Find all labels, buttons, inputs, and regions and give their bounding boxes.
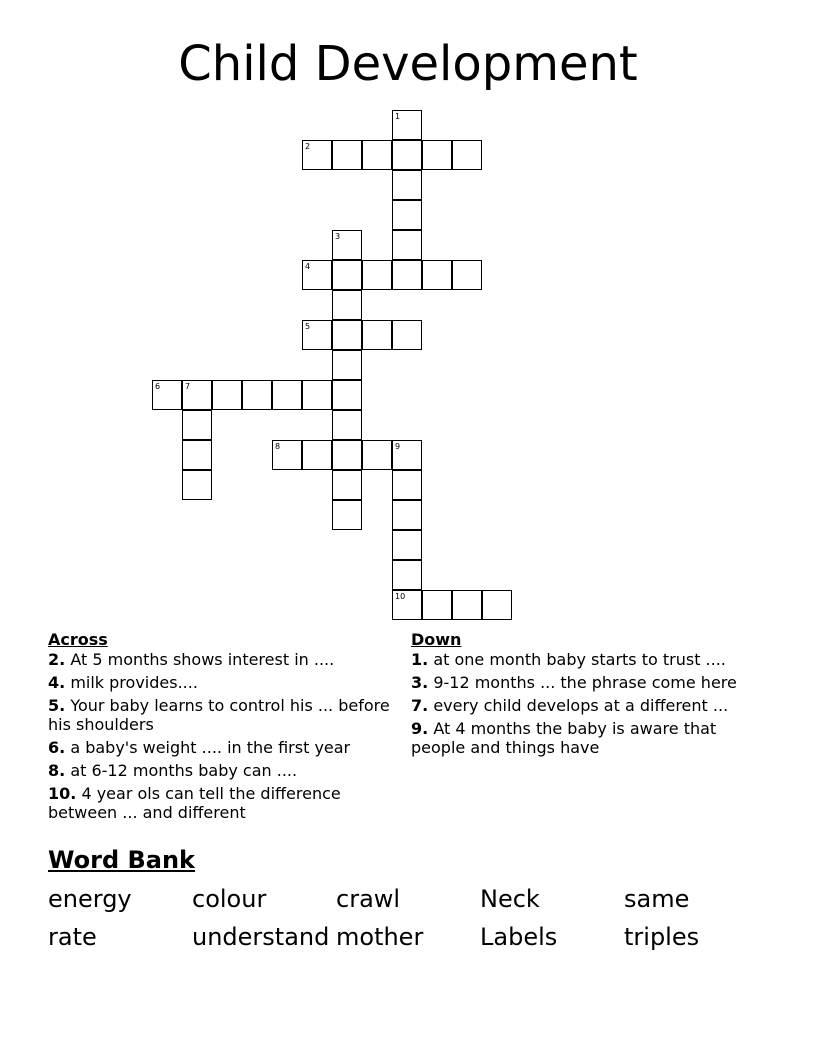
crossword-cell[interactable] (452, 260, 482, 290)
cell-number: 9 (395, 442, 401, 451)
crossword-cell[interactable] (392, 230, 422, 260)
crossword-cell[interactable] (362, 260, 392, 290)
crossword-cell[interactable] (452, 140, 482, 170)
cell-number: 4 (305, 262, 311, 271)
crossword-cell[interactable] (422, 140, 452, 170)
clue-number: 1. (411, 650, 429, 669)
clue-number: 2. (48, 650, 66, 669)
clue-number: 7. (411, 696, 429, 715)
crossword-cell[interactable] (422, 590, 452, 620)
crossword-cell[interactable] (332, 500, 362, 530)
crossword-cell[interactable] (302, 260, 332, 290)
word-bank-word: colour (192, 885, 267, 913)
crossword-cell[interactable] (332, 230, 362, 260)
word-bank-word: Neck (480, 885, 540, 913)
clue-across-2 (48, 650, 393, 669)
word-bank-word: rate (48, 923, 97, 951)
crossword-cell[interactable] (362, 440, 392, 470)
clue-across-10 (48, 784, 393, 822)
crossword-cell[interactable] (332, 260, 362, 290)
crossword-cell[interactable] (362, 140, 392, 170)
page-title: Child Development (178, 36, 638, 92)
crossword-cell[interactable] (272, 380, 302, 410)
crossword-cell[interactable] (392, 140, 422, 170)
crossword-cell[interactable] (332, 290, 362, 320)
clue-number: 9. (411, 719, 429, 738)
crossword-cell[interactable] (242, 380, 272, 410)
cell-number: 10 (395, 592, 406, 601)
crossword-cell[interactable] (392, 320, 422, 350)
crossword-cell[interactable] (152, 380, 182, 410)
crossword-cell[interactable] (392, 440, 422, 470)
word-bank-word: Labels (480, 923, 558, 951)
crossword-cell[interactable] (392, 260, 422, 290)
word-bank-word: mother (336, 923, 424, 951)
clue-number: 8. (48, 761, 66, 780)
clue-across-6 (48, 738, 393, 757)
crossword-cell[interactable] (182, 470, 212, 500)
clue-text: at 6-12 months baby can .... (70, 761, 298, 780)
across-heading: Across (48, 630, 108, 649)
crossword-cell[interactable] (272, 440, 302, 470)
clue-text: milk provides.... (70, 673, 198, 692)
clue-number: 10. (48, 784, 77, 803)
clue-text: 4 year ols can tell the difference between ... and different (48, 784, 341, 822)
clue-text: every child develops at a different ... (433, 696, 729, 715)
down-clues (411, 630, 756, 761)
crossword-cell[interactable] (392, 170, 422, 200)
crossword-cell[interactable] (182, 410, 212, 440)
across-clues (48, 630, 393, 826)
cell-number: 1 (395, 112, 401, 121)
word-bank (48, 844, 768, 956)
clue-text: At 4 months the baby is aware that people and things have (411, 719, 717, 757)
crossword-cell[interactable] (332, 350, 362, 380)
cell-number: 5 (305, 322, 311, 331)
clue-text: a baby's weight .... in the first year (70, 738, 351, 757)
word-bank-word: same (624, 885, 690, 913)
crossword-cell[interactable] (392, 110, 422, 140)
crossword-cell[interactable] (392, 200, 422, 230)
crossword-cell[interactable] (362, 320, 392, 350)
crossword-cell[interactable] (422, 260, 452, 290)
clue-across-8 (48, 761, 393, 780)
down-heading: Down (411, 630, 462, 649)
crossword-cell[interactable] (332, 380, 362, 410)
word-bank-list (48, 880, 768, 956)
clue-down-7 (411, 696, 756, 715)
clue-down-9 (411, 719, 756, 757)
word-bank-word: crawl (336, 885, 401, 913)
crossword-cell[interactable] (392, 560, 422, 590)
crossword-cell[interactable] (392, 530, 422, 560)
word-bank-word: energy (48, 885, 132, 913)
crossword-cell[interactable] (452, 590, 482, 620)
clue-down-1 (411, 650, 756, 669)
word-bank-word: triples (624, 923, 700, 951)
crossword-cell[interactable] (332, 440, 362, 470)
crossword-cell[interactable] (392, 590, 422, 620)
clue-text: Your baby learns to control his ... before his shoulders (48, 696, 390, 734)
crossword-cell[interactable] (302, 380, 332, 410)
crossword-cell[interactable] (392, 500, 422, 530)
crossword-cell[interactable] (392, 470, 422, 500)
clue-number: 6. (48, 738, 66, 757)
crossword-cell[interactable] (302, 320, 332, 350)
clue-number: 5. (48, 696, 66, 715)
cell-number: 6 (155, 382, 161, 391)
clue-number: 3. (411, 673, 429, 692)
crossword-cell[interactable] (212, 380, 242, 410)
crossword-cell[interactable] (332, 140, 362, 170)
clue-text: at one month baby starts to trust .... (433, 650, 726, 669)
cell-number: 2 (305, 142, 311, 151)
word-bank-heading: Word Bank (48, 846, 196, 874)
clue-text: At 5 months shows interest in .... (70, 650, 335, 669)
clue-number: 4. (48, 673, 66, 692)
crossword-cell[interactable] (332, 320, 362, 350)
crossword-cell[interactable] (332, 410, 362, 440)
crossword-cell[interactable] (332, 470, 362, 500)
crossword-cell[interactable] (302, 440, 332, 470)
cell-number: 7 (185, 382, 191, 391)
crossword-cell[interactable] (302, 140, 332, 170)
cell-number: 3 (335, 232, 341, 241)
clue-across-5 (48, 696, 393, 734)
word-bank-word: understand (192, 923, 330, 951)
crossword-cell[interactable] (182, 380, 212, 410)
cell-number: 8 (275, 442, 281, 451)
clue-text: 9-12 months ... the phrase come here (433, 673, 737, 692)
clue-across-4 (48, 673, 393, 692)
crossword-cell[interactable] (482, 590, 512, 620)
clue-down-3 (411, 673, 756, 692)
crossword-cell[interactable] (182, 440, 212, 470)
